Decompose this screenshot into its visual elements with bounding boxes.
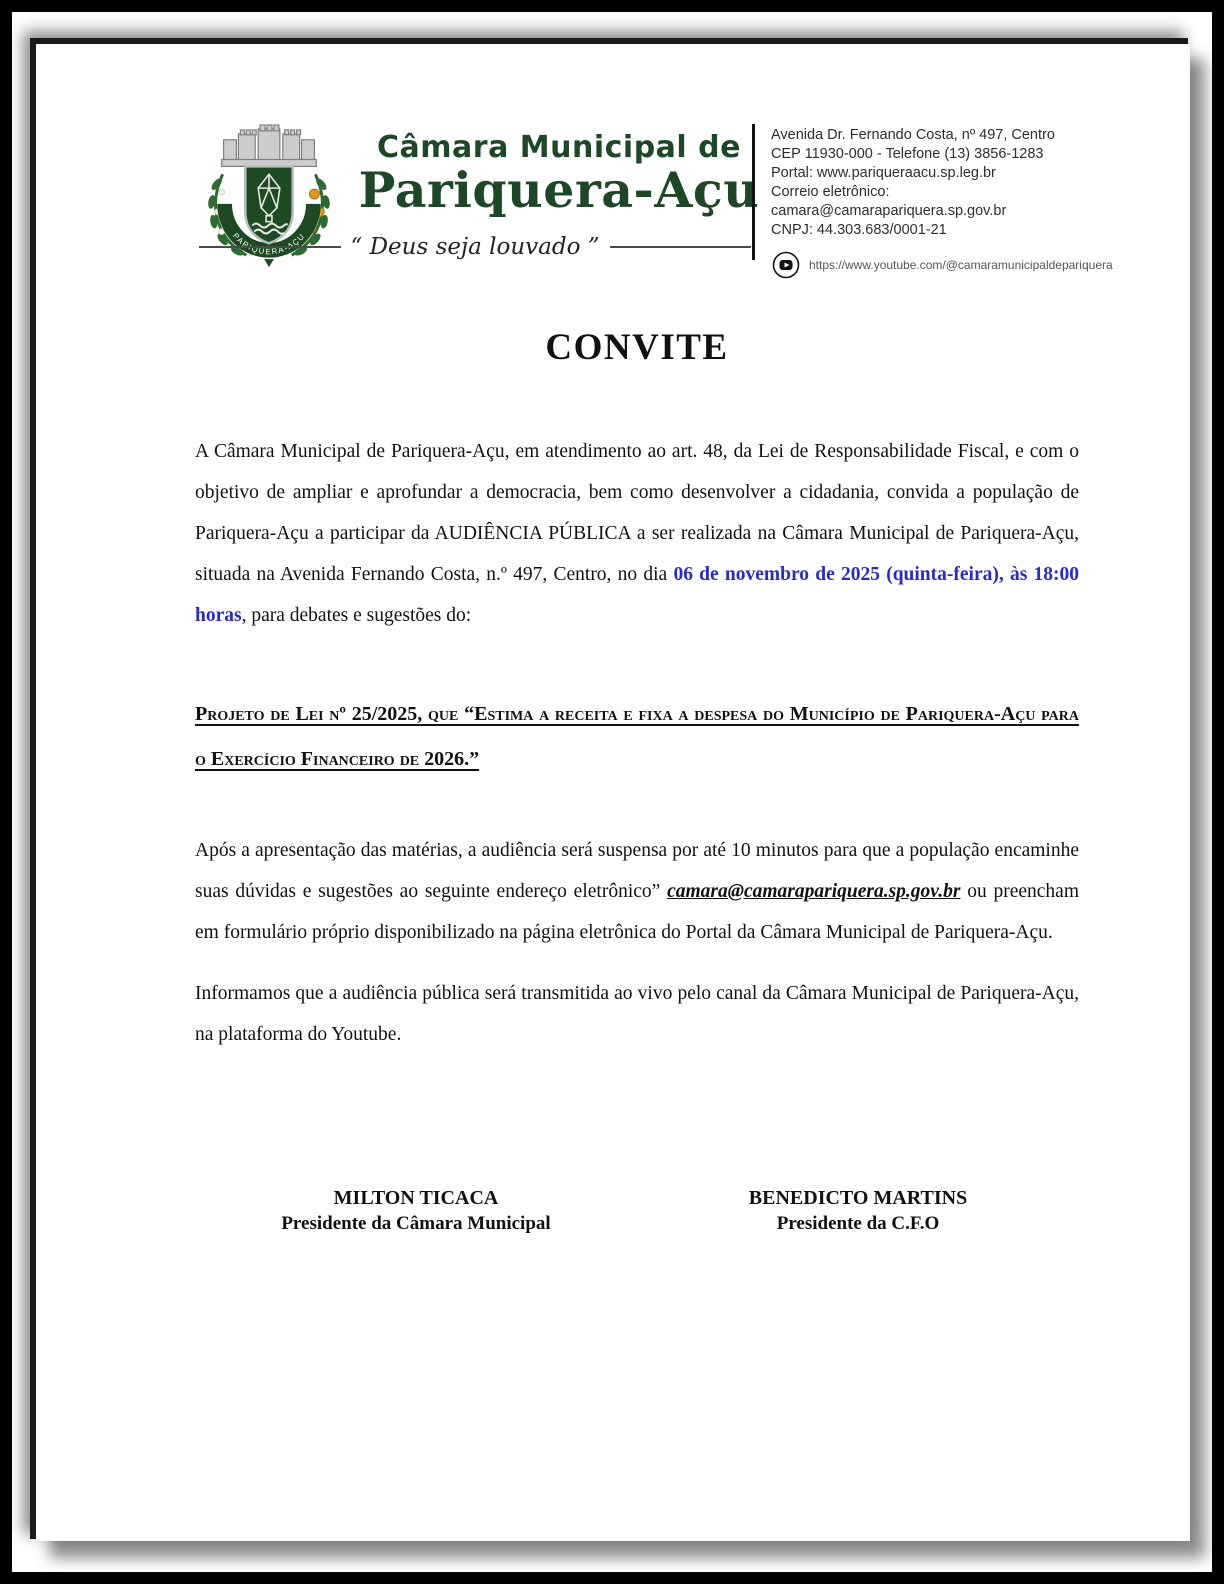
letterhead bbox=[195, 122, 1113, 290]
document-title: CONVITE bbox=[545, 327, 729, 368]
contact-email: Correio eletrônico: camara@camarapariquera.sp.gov.br bbox=[771, 184, 1007, 219]
crest-band-label: PARIQUERA-AÇU bbox=[231, 231, 307, 257]
law-project-heading: Projeto de Lei nº 25/2025, que “Estima a receita e fixa a despesa do Município de Pariquera-Açu para o Exercício Financeiro de 2026.” bbox=[195, 703, 1079, 770]
signature-left bbox=[195, 1185, 637, 1237]
mural-crown bbox=[222, 125, 317, 166]
contact-block bbox=[771, 126, 1113, 280]
motto-row bbox=[199, 234, 751, 260]
signature-name: BENEDICTO MARTINS bbox=[748, 1187, 968, 1209]
paragraph-invitation bbox=[195, 431, 1079, 636]
p1-text: A Câmara Municipal de Pariquera-Açu, em atendimento ao art. 48, da Lei de Responsabilidade Fiscal, e com o objetivo de ampliar e aprofundar a democracia, bem como desenvolver a cidadania, convida a população de Pariquera-Açu a participar da AUDIÊNCIA PÚBLICA a ser realizada na Câmara Municipal de Pariquera-Açu, situada na Avenida Fernando Costa, n.º 497, Centro, no dia bbox=[195, 441, 1079, 585]
paragraph-broadcast: Informamos que a audiência pública será transmitida ao vivo pelo canal da Câmara Municipal de Pariquera-Açu, na plataforma do Youtube. bbox=[195, 983, 1079, 1045]
contact-address: Avenida Dr. Fernando Costa, nº 497, Centro bbox=[771, 127, 1055, 143]
p1-text-after: , para debates e sugestões do: bbox=[241, 605, 472, 626]
email-link[interactable]: camara@camarapariquera.sp.gov.br bbox=[667, 881, 961, 902]
signature-name: MILTON TICACA bbox=[333, 1187, 499, 1209]
youtube-url: https://www.youtube.com/@camaramunicipaldepariquera bbox=[809, 257, 1113, 272]
logo-line1: Câmara Municipal de bbox=[377, 130, 741, 165]
signature-right bbox=[637, 1185, 1079, 1237]
p1-date-highlight: 06 de novembro de 2025 (quinta-feira), às 18:00 horas bbox=[195, 564, 1080, 626]
crest-point bbox=[264, 259, 274, 267]
p2-text: Após a apresentação das matérias, a audiência será suspensa por até 10 minutos para que a população encaminhe suas dúvidas e sugestões ao seguinte endereço eletrônico” bbox=[195, 840, 1079, 902]
p2-text-after: ou preencham em formulário próprio disponibilizado na página eletrônica do Portal da Câmara Municipal de Pariquera-Açu. bbox=[195, 881, 1079, 943]
paragraph-procedure bbox=[195, 830, 1079, 953]
contact-portal: Portal: www.pariqueraacu.sp.leg.br bbox=[771, 165, 996, 181]
signature-role: Presidente da C.F.O bbox=[776, 1213, 940, 1234]
motto-rule-left bbox=[199, 246, 341, 248]
contact-cnpj: CNPJ: 44.303.683/0001-21 bbox=[771, 222, 947, 238]
signature-role: Presidente da Câmara Municipal bbox=[281, 1213, 551, 1234]
header-divider bbox=[752, 124, 755, 260]
youtube-row bbox=[771, 250, 1113, 280]
signatures bbox=[195, 1185, 1079, 1237]
logo-wordmark bbox=[343, 130, 775, 219]
logo-line2: Pariquera-Açu bbox=[358, 161, 760, 219]
youtube-icon bbox=[771, 250, 801, 280]
document-page bbox=[36, 44, 1190, 1541]
motto-rule-right bbox=[610, 246, 752, 248]
motto-text: “ Deus seja louvado ” bbox=[350, 234, 600, 260]
contact-cep-phone: CEP 11930-000 - Telefone (13) 3856-1283 bbox=[771, 146, 1044, 162]
